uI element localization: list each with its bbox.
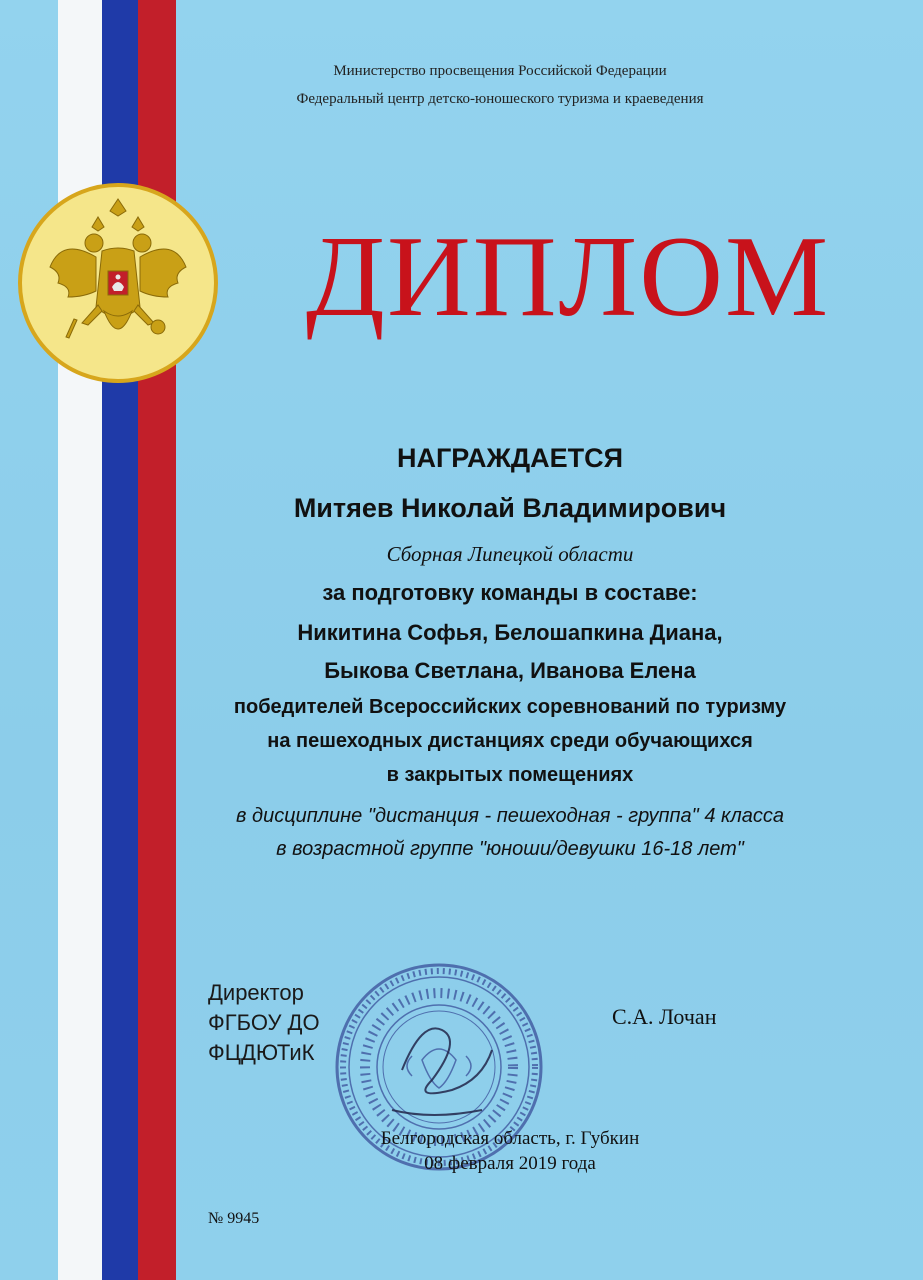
distances-text: на пешеходных дистанциях среди обучающихся xyxy=(267,730,753,752)
issue-date: 08 февраля 2019 года xyxy=(424,1153,596,1174)
discipline-text: в дисциплине "дистанция - пешеходная - группа" 4 класса xyxy=(236,805,784,827)
age-group-text: в возрастной группе "юноши/девушки 16-18 лет" xyxy=(276,838,744,860)
winners-text: победителей Всероссийских соревнований по туризму xyxy=(233,696,787,718)
signer-role-line2: ФГБОУ ДО xyxy=(208,1010,320,1035)
diploma-title: ДИПЛОМ xyxy=(305,213,831,341)
signer-name: С.А. Лочан xyxy=(612,1004,717,1029)
diploma-number: № 9945 xyxy=(208,1210,260,1227)
team-name: Сборная Липецкой области xyxy=(386,542,634,566)
signer-role-line1: Директор xyxy=(208,980,304,1005)
center-header: Федеральный центр детско-юношеского туризма и краеведения xyxy=(296,91,704,107)
indoor-text: в закрытых помещениях xyxy=(386,764,634,786)
awarded-heading: НАГРАЖДАЕТСЯ xyxy=(397,443,623,473)
coat-of-arms-emblem-icon xyxy=(18,183,218,383)
team-members-line2: Быкова Светлана, Иванова Елена xyxy=(324,658,696,683)
recipient-name: Митяев Николай Владимирович xyxy=(293,493,727,523)
team-members-line1: Никитина Софья, Белошапкина Диана, xyxy=(297,620,723,645)
signer-role-line3: ФЦДЮТиК xyxy=(208,1040,315,1065)
ministry-header: Министерство просвещения Российской Федерации xyxy=(333,63,667,79)
preparation-text: за подготовку команды в составе: xyxy=(322,580,698,605)
issue-location: Белгородская область, г. Губкин xyxy=(380,1128,640,1149)
